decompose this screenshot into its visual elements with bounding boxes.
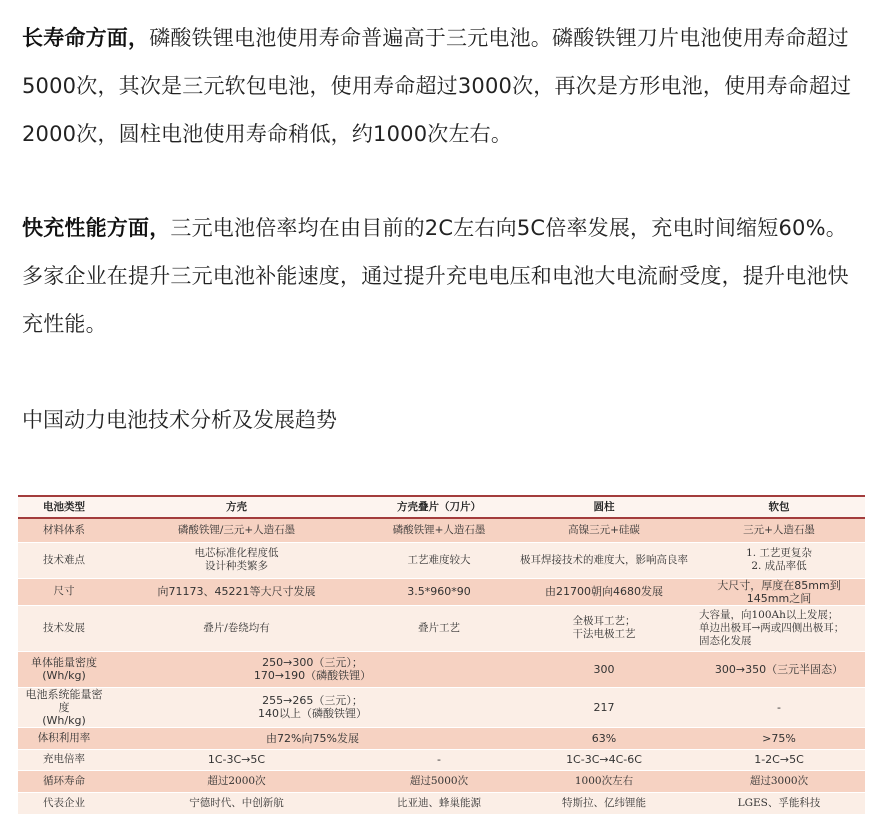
row-label: 充电倍率 [18, 749, 110, 770]
cell: 1C-3C→5C [110, 749, 363, 770]
cell: - [693, 687, 865, 727]
row-label: 体积利用率 [18, 727, 110, 749]
cell: 由72%向75%发展 [110, 727, 515, 749]
row-label: 代表企业 [18, 792, 110, 814]
table-row [18, 792, 865, 814]
table-row [18, 518, 865, 542]
row-label: 尺寸 [18, 578, 110, 605]
row-label: 技术难点 [18, 542, 110, 578]
cell: 向71173、45221等大尺寸发展 [110, 578, 363, 605]
cell: 由21700朝向4680发展 [515, 578, 693, 605]
battery-tech-table-image [18, 495, 865, 808]
cell: 特斯拉、亿纬锂能 [515, 792, 693, 814]
table-row [18, 542, 865, 578]
header-cylindrical: 圆柱 [515, 496, 693, 518]
table-caption: 中国动力电池技术分析及发展趋势 [22, 408, 337, 432]
paragraph-fast-charge [22, 204, 862, 348]
cell: 1-2C→5C [693, 749, 865, 770]
cell: 超过5000次 [363, 770, 515, 792]
cell: >75% [693, 727, 865, 749]
cell: 高镍三元+硅碳 [515, 518, 693, 542]
table-row [18, 727, 865, 749]
header-prismatic: 方壳 [110, 496, 363, 518]
header-battery-type: 电池类型 [18, 496, 110, 518]
cell: 宁德时代、中创新航 [110, 792, 363, 814]
row-label: 单体能量密度 (Wh/kg) [18, 651, 110, 687]
paragraph-fast-charge-heading: 快充性能方面， [22, 216, 171, 240]
cell: 工艺难度较大 [363, 542, 515, 578]
cell: - [363, 749, 515, 770]
cell: 极耳焊接技术的难度大，影响高良率 [515, 542, 693, 578]
paragraph-longevity-heading: 长寿命方面， [22, 26, 150, 50]
table-row [18, 749, 865, 770]
cell: 超过3000次 [693, 770, 865, 792]
battery-tech-table [18, 495, 865, 815]
cell: 1. 工艺更复杂 2. 成品率低 [693, 542, 865, 578]
cell: 大容量，向100Ah以上发展； 单边出极耳→两或四侧出极耳； 固态化发展 [693, 605, 865, 651]
cell: 叠片工艺 [363, 605, 515, 651]
header-blade: 方壳叠片（刀片） [363, 496, 515, 518]
cell: 磷酸铁锂+人造石墨 [363, 518, 515, 542]
cell: 比亚迪、蜂巢能源 [363, 792, 515, 814]
row-label: 电池系统能量密度 (Wh/kg) [18, 687, 110, 727]
cell: 超过2000次 [110, 770, 363, 792]
cell: 250→300（三元）； 170→190（磷酸铁锂） [110, 651, 515, 687]
cell: 217 [515, 687, 693, 727]
row-label: 循环寿命 [18, 770, 110, 792]
cell: 磷酸铁锂/三元+人造石墨 [110, 518, 363, 542]
cell: 300→350（三元半固态） [693, 651, 865, 687]
paragraph-longevity [22, 14, 862, 158]
table-row [18, 605, 865, 651]
cell: 1C-3C→4C-6C [515, 749, 693, 770]
paragraph-fast-charge-text: 三元电池倍率均在由目前的2C左右向5C倍率发展，充电时间缩短60%。多家企业在提升三元电池补能速度，通过提升充电电压和电池大电流耐受度，提升电池快充性能。 [22, 216, 849, 336]
table-header-row [18, 496, 865, 518]
cell: 63% [515, 727, 693, 749]
cell: 3.5*960*90 [363, 578, 515, 605]
paragraph-longevity-text: 磷酸铁锂电池使用寿命普遍高于三元电池。磷酸铁锂刀片电池使用寿命超过5000次，其次是三元软包电池，使用寿命超过3000次，再次是方形电池，使用寿命超过2000次，圆柱电池使用寿命稍低，约1000次左右。 [22, 26, 852, 146]
cell: 三元+人造石墨 [693, 518, 865, 542]
cell: 1000次左右 [515, 770, 693, 792]
row-label: 技术发展 [18, 605, 110, 651]
header-pouch: 软包 [693, 496, 865, 518]
cell: 300 [515, 651, 693, 687]
table-row [18, 578, 865, 605]
cell: 255→265（三元）； 140以上（磷酸铁锂） [110, 687, 515, 727]
table-row [18, 687, 865, 727]
cell: 大尺寸，厚度在85mm到145mm之间 [693, 578, 865, 605]
cell: 电芯标准化程度低 设计种类繁多 [110, 542, 363, 578]
cell: 全极耳工艺； 干法电极工艺 [515, 605, 693, 651]
table-row [18, 651, 865, 687]
cell: LGES、孚能科技 [693, 792, 865, 814]
table-row [18, 770, 865, 792]
row-label: 材料体系 [18, 518, 110, 542]
cell: 叠片/卷绕均有 [110, 605, 363, 651]
